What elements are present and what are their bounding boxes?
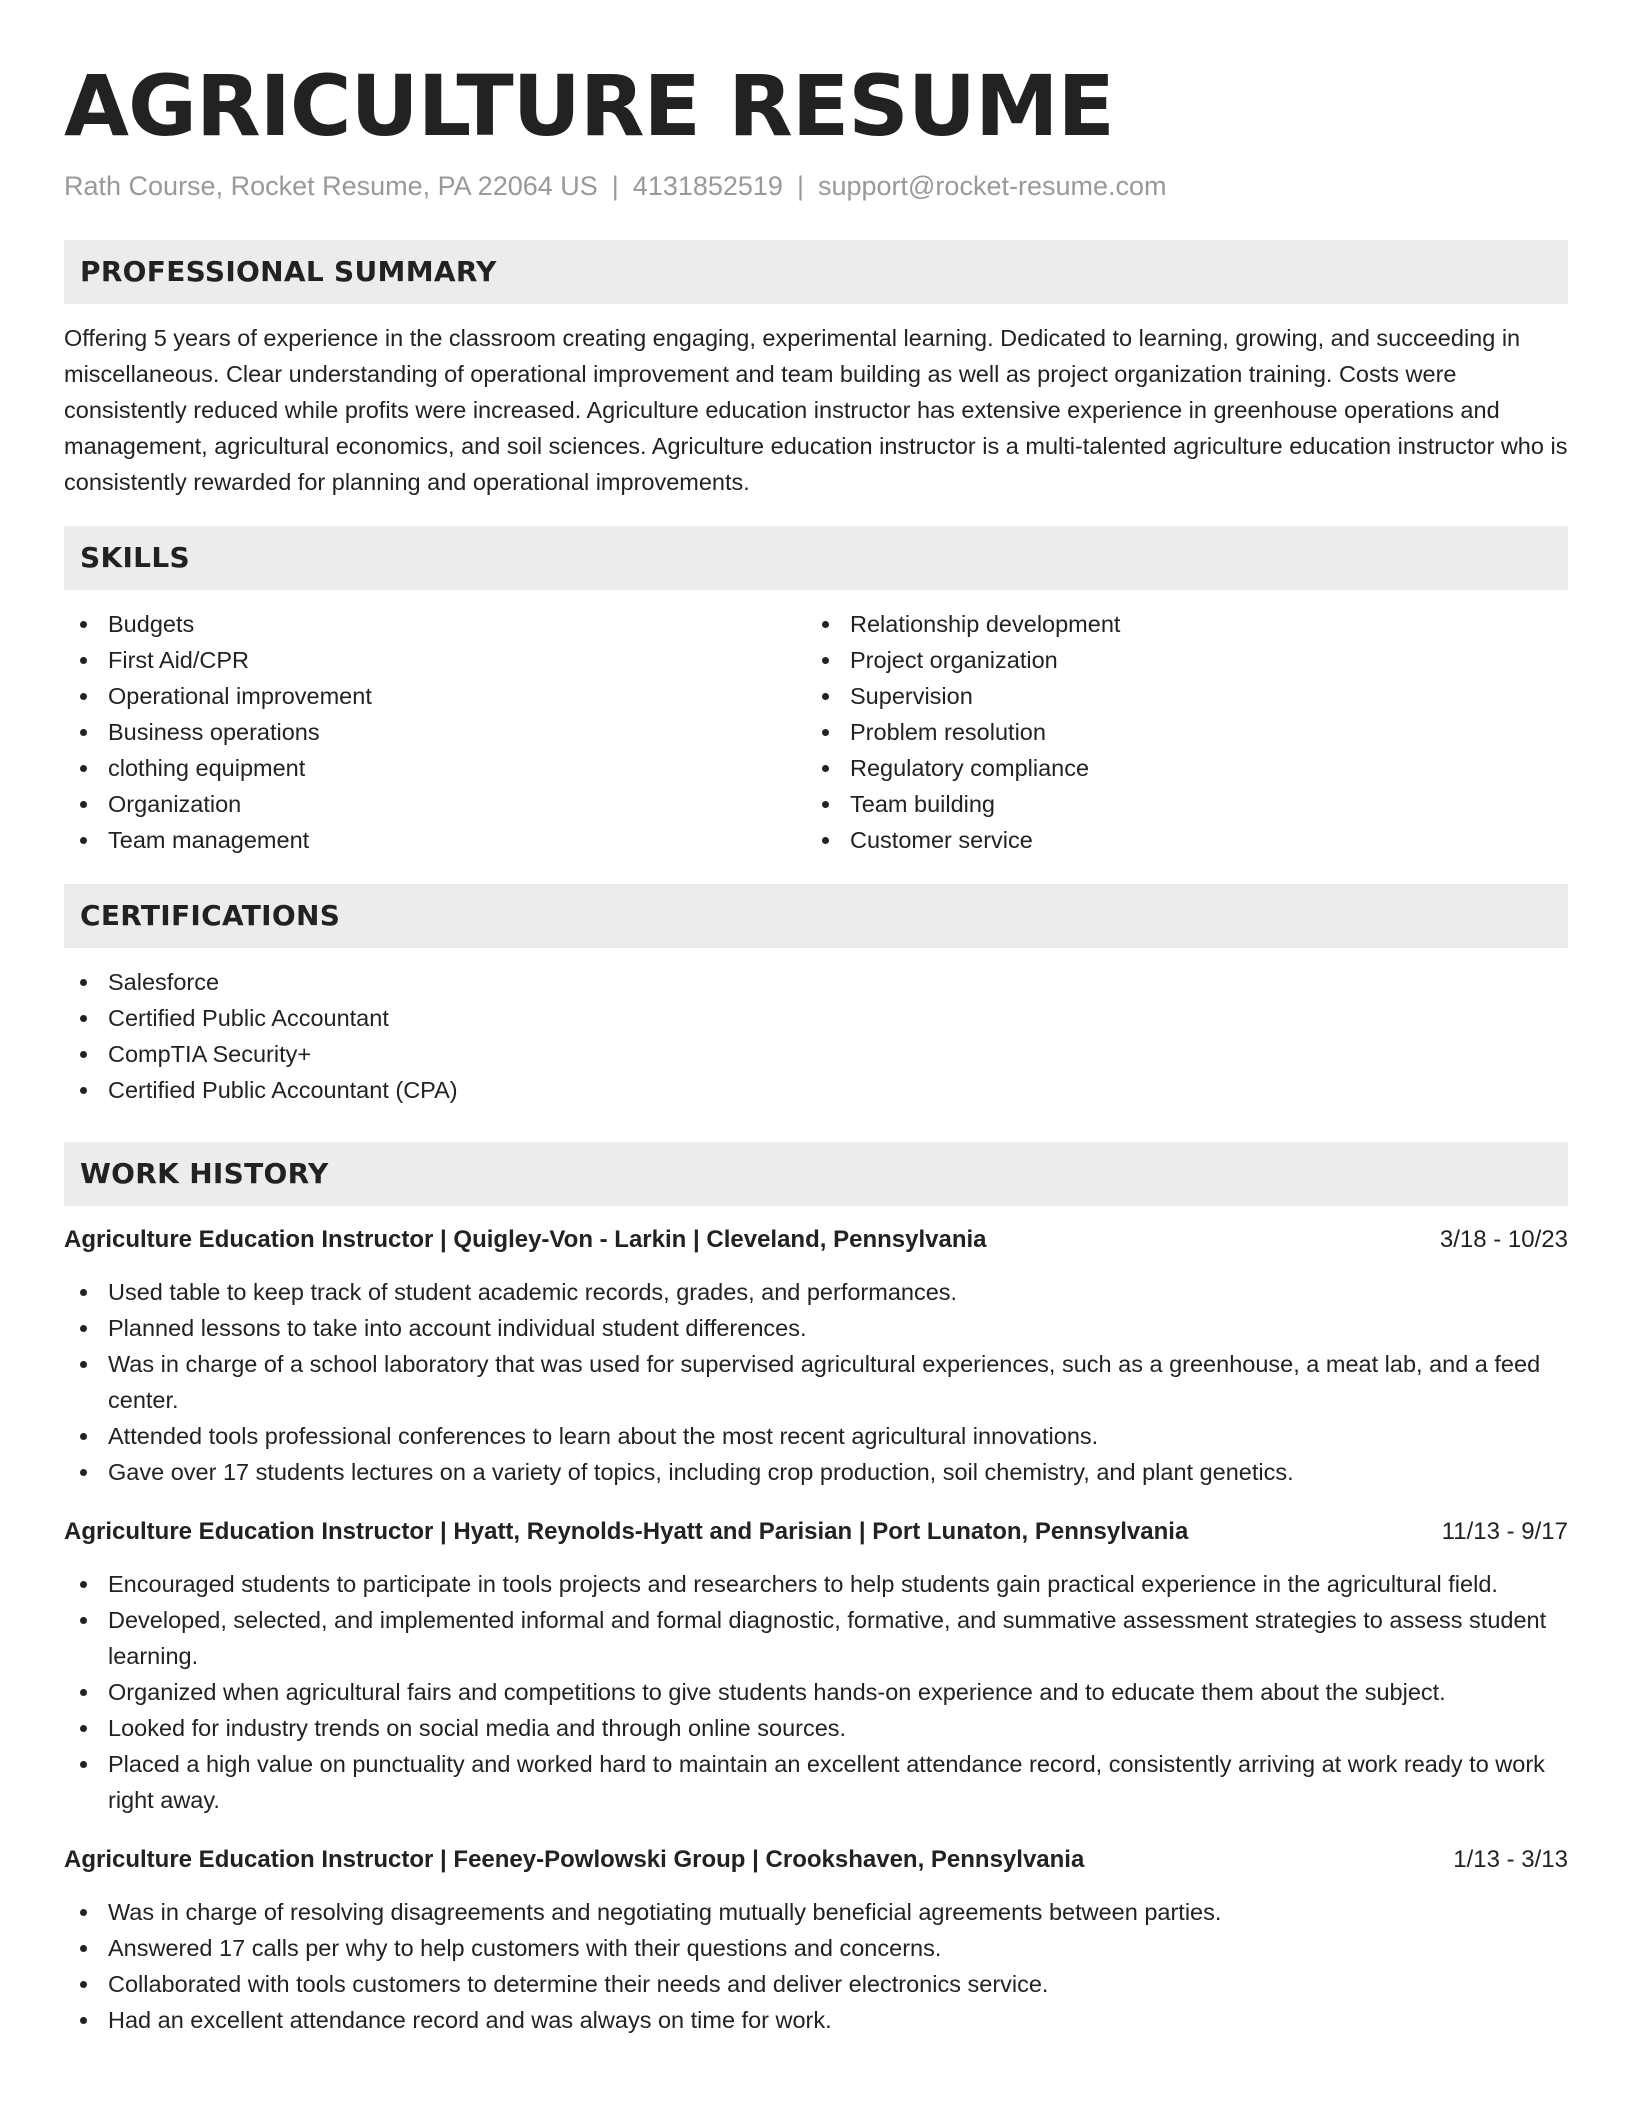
job-bullets bbox=[64, 1566, 1568, 1818]
skill-item: Supervision bbox=[806, 678, 1548, 714]
job-header bbox=[64, 1514, 1568, 1550]
certification-item: Certified Public Accountant (CPA) bbox=[64, 1072, 1568, 1108]
summary-text: Offering 5 years of experience in the classroom creating engaging, experimental learning. Dedicated to learning, growing, and succeeding in miscellaneous. Clear understanding of operational improvement and team building as well as project organization training. Costs were consistently reduced while profits were increased. Agriculture education instructor has extensive experience in greenhouse operations and management, agricultural economics, and soil sciences. Agriculture education instructor is a multi-talented agriculture education instructor who is consistently rewarded for planning and operational improvements. bbox=[64, 325, 1568, 495]
job-entry bbox=[64, 1842, 1568, 2038]
job-bullet: Was in charge of a school laboratory that was used for supervised agricultural experiences, such as a greenhouse, a meat lab, and a feed center. bbox=[64, 1346, 1568, 1418]
job-bullet: Was in charge of resolving disagreements and negotiating mutually beneficial agreements between parties. bbox=[64, 1894, 1568, 1930]
resume-page bbox=[64, 0, 1568, 2038]
job-bullet: Answered 17 calls per why to help customers with their questions and concerns. bbox=[64, 1930, 1568, 1966]
section-header-work-history: WORK HISTORY bbox=[64, 1142, 1568, 1206]
job-bullet: Attended tools professional conferences to learn about the most recent agricultural innovations. bbox=[64, 1418, 1568, 1454]
skill-item: Regulatory compliance bbox=[806, 750, 1548, 786]
contact-separator: | bbox=[796, 171, 804, 201]
job-bullet: Used table to keep track of student academic records, grades, and performances. bbox=[64, 1274, 1568, 1310]
skill-item: clothing equipment bbox=[64, 750, 806, 786]
skill-item: Budgets bbox=[64, 606, 806, 642]
contact-line bbox=[64, 168, 1568, 204]
job-bullets bbox=[64, 1274, 1568, 1490]
job-header bbox=[64, 1842, 1568, 1878]
skill-item: Project organization bbox=[806, 642, 1548, 678]
job-bullet: Looked for industry trends on social media and through online sources. bbox=[64, 1710, 1568, 1746]
section-header-certifications: CERTIFICATIONS bbox=[64, 884, 1568, 948]
contact-separator: | bbox=[611, 171, 619, 201]
job-title: Agriculture Education Instructor | Hyatt, Reynolds-Hyatt and Parisian | Port Lunaton, Pennsylvania bbox=[64, 1518, 1189, 1545]
contact-email: support@rocket-resume.com bbox=[817, 171, 1167, 201]
skill-item: Operational improvement bbox=[64, 678, 806, 714]
job-bullet: Gave over 17 students lectures on a variety of topics, including crop production, soil chemistry, and plant genetics. bbox=[64, 1454, 1568, 1490]
skills-column-left bbox=[64, 606, 806, 858]
section-header-summary: PROFESSIONAL SUMMARY bbox=[64, 240, 1568, 304]
skill-item: First Aid/CPR bbox=[64, 642, 806, 678]
certification-item: Certified Public Accountant bbox=[64, 1000, 1568, 1036]
skills-list bbox=[64, 606, 1568, 858]
section-header-skills: SKILLS bbox=[64, 526, 1568, 590]
skill-item: Problem resolution bbox=[806, 714, 1548, 750]
job-bullet: Encouraged students to participate in tools projects and researchers to help students gain practical experience in the agricultural field. bbox=[64, 1566, 1568, 1602]
job-bullet: Developed, selected, and implemented informal and formal diagnostic, formative, and summative assessment strategies to assess student learning. bbox=[64, 1602, 1568, 1674]
contact-phone: 4131852519 bbox=[632, 171, 783, 201]
certification-item: CompTIA Security+ bbox=[64, 1036, 1568, 1072]
skills-column-right bbox=[806, 606, 1548, 858]
job-bullet: Had an excellent attendance record and was always on time for work. bbox=[64, 2002, 1568, 2038]
skill-item: Customer service bbox=[806, 822, 1548, 858]
job-bullet: Placed a high value on punctuality and worked hard to maintain an excellent attendance record, consistently arriving at work ready to work right away. bbox=[64, 1746, 1568, 1818]
job-entry bbox=[64, 1514, 1568, 1818]
job-title: Agriculture Education Instructor | Feeney-Powlowski Group | Crookshaven, Pennsylvania bbox=[64, 1846, 1085, 1873]
job-bullet: Planned lessons to take into account individual student differences. bbox=[64, 1310, 1568, 1346]
job-bullets bbox=[64, 1894, 1568, 2038]
job-header bbox=[64, 1222, 1568, 1258]
job-entry bbox=[64, 1222, 1568, 1490]
skill-item: Business operations bbox=[64, 714, 806, 750]
certification-item: Salesforce bbox=[64, 964, 1568, 1000]
skill-item: Team building bbox=[806, 786, 1548, 822]
job-dates: 1/13 - 3/13 bbox=[1453, 1846, 1568, 1873]
skill-item: Organization bbox=[64, 786, 806, 822]
skill-item: Relationship development bbox=[806, 606, 1548, 642]
job-bullet: Organized when agricultural fairs and competitions to give students hands-on experience and to educate them about the subject. bbox=[64, 1674, 1568, 1710]
resume-title: AGRICULTURE RESUME bbox=[64, 57, 1114, 155]
contact-address: Rath Course, Rocket Resume, PA 22064 US bbox=[64, 171, 598, 201]
job-dates: 3/18 - 10/23 bbox=[1439, 1226, 1568, 1253]
job-bullet: Collaborated with tools customers to determine their needs and deliver electronics service. bbox=[64, 1966, 1568, 2002]
certifications-list bbox=[64, 964, 1568, 1108]
skill-item: Team management bbox=[64, 822, 806, 858]
job-title: Agriculture Education Instructor | Quigley-Von - Larkin | Cleveland, Pennsylvania bbox=[64, 1226, 987, 1253]
job-dates: 11/13 - 9/17 bbox=[1441, 1518, 1568, 1545]
